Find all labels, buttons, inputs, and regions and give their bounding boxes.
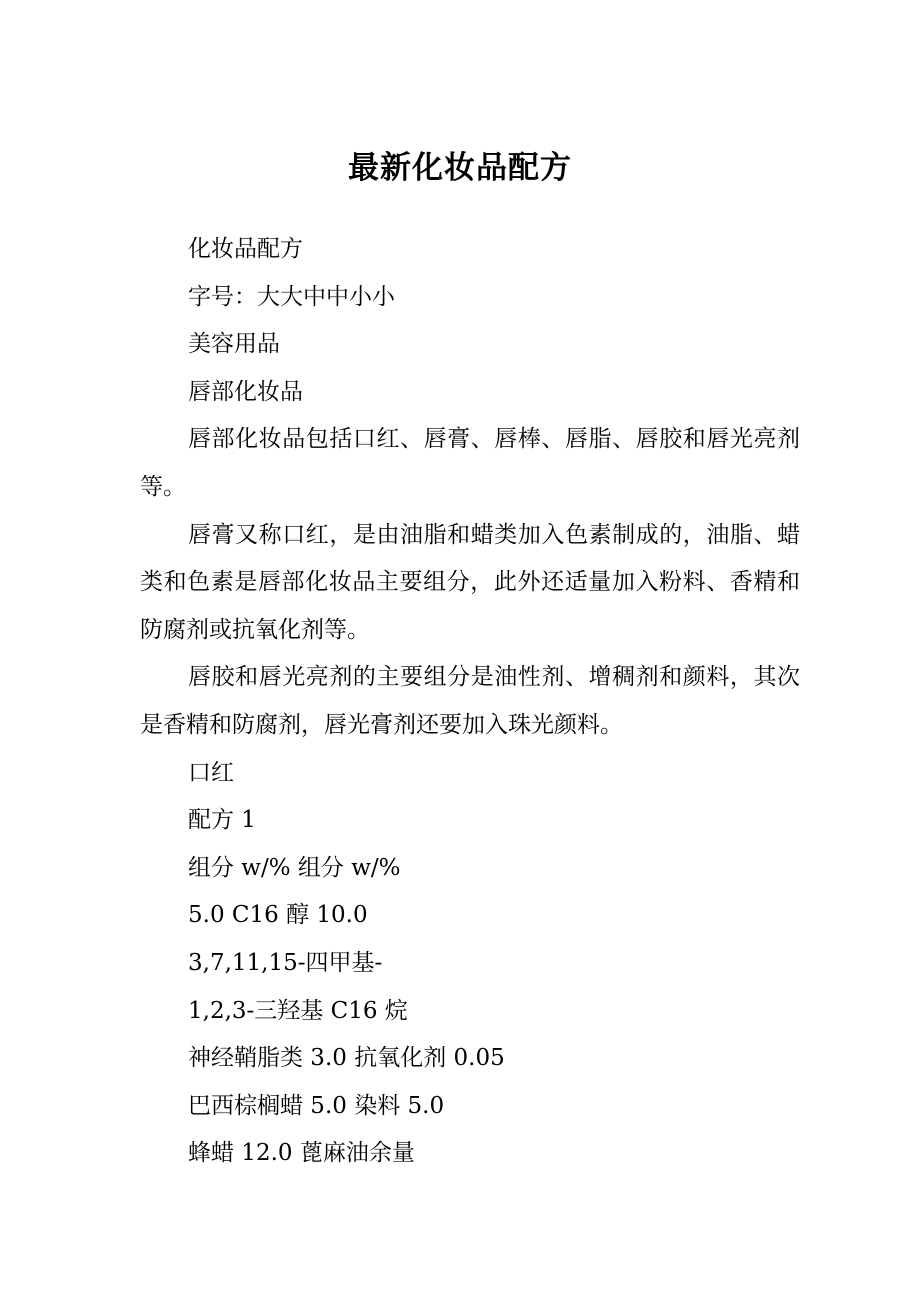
paragraph-subcategory: 唇部化妆品 <box>188 378 303 405</box>
paragraph-formula-row: 5.0 C16 醇 10.0 <box>188 902 368 929</box>
document-body <box>140 226 800 1178</box>
paragraph-lip-products: 唇部化妆品包括口红、唇膏、唇棒、唇脂、唇胶和唇光亮剂等。 <box>140 426 800 500</box>
paragraph-formula-row: 神经鞘脂类 3.0 抗氧化剂 0.05 <box>188 1045 505 1072</box>
paragraph-formula-row: 蜂蜡 12.0 蓖麻油余量 <box>188 1140 415 1167</box>
paragraph-formula-row: 1,2,3-三羟基 C16 烷 <box>188 997 408 1024</box>
document-title: 最新化妆品配方 <box>348 150 572 186</box>
paragraph-lipstick-intro: 唇膏又称口红，是由油脂和蜡类加入色素制成的，油脂、蜡类和色素是唇部化妆品主要组分，此外还适量加入粉料、香精和防腐剂或抗氧化剂等。 <box>140 521 800 643</box>
paragraph-section-title: 化妆品配方 <box>188 236 303 262</box>
paragraph-font-size: 字号：大大中中小小 <box>188 283 395 310</box>
paragraph-category: 美容用品 <box>188 331 280 358</box>
paragraph-lip-gloss: 唇胶和唇光亮剂的主要组分是油性剂、增稠剂和颜料，其次是香精和防腐剂，唇光膏剂还要加入珠光颜料。 <box>140 664 800 738</box>
paragraph-formula-heading: 配方 1 <box>188 807 256 834</box>
paragraph-formula-header: 组分 w/% 组分 w/% <box>188 854 401 881</box>
paragraph-formula-row: 3,7,11,15-四甲基- <box>188 949 383 976</box>
paragraph-lipstick-heading: 口红 <box>188 759 234 786</box>
paragraph-formula-row: 巴西棕榈蜡 5.0 染料 5.0 <box>188 1092 445 1119</box>
